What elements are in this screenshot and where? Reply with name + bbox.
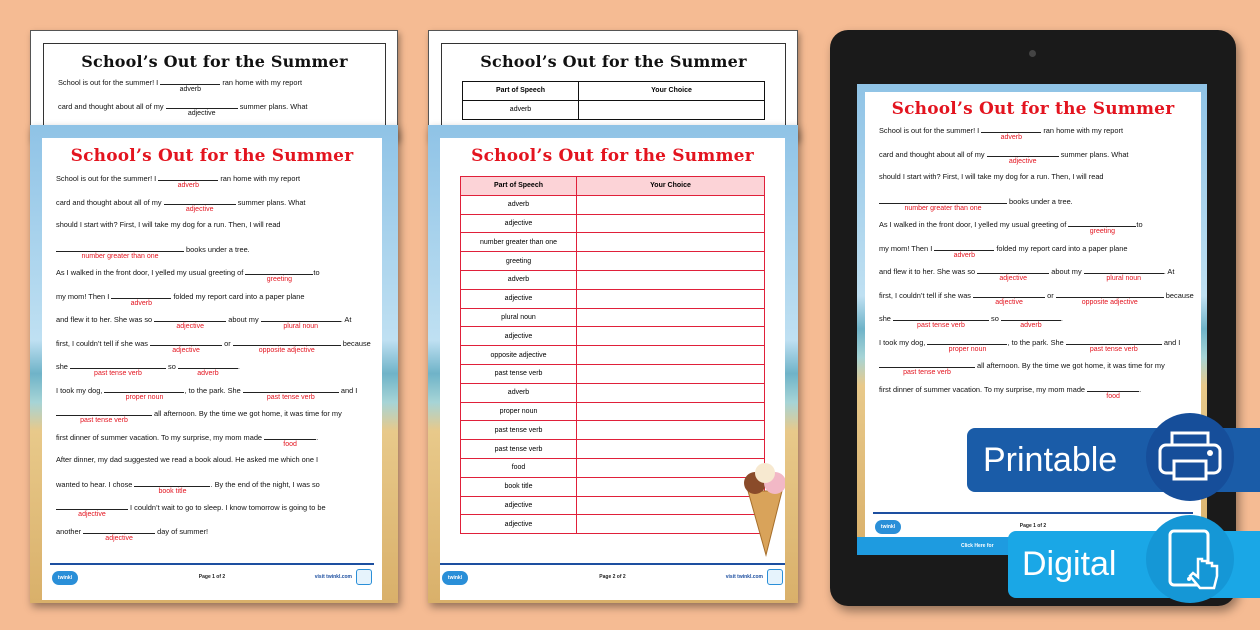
story-text-segment: . [316, 432, 319, 442]
story-text-segment: After dinner, my dad suggested we read a book aloud. He asked me which one I [56, 455, 319, 464]
story-text-segment: . At [1163, 267, 1175, 276]
answer-blank[interactable] [111, 291, 171, 307]
part-of-speech-cell: plural noun [461, 308, 577, 327]
printer-icon [1146, 413, 1234, 501]
part-of-speech-cell: adjective [461, 327, 577, 346]
story-text-segment: all afternoon. By the time we got home, it was time for my [975, 361, 1165, 370]
story-line [879, 219, 1187, 243]
part-of-speech-label: greeting [1089, 228, 1116, 235]
table-row [461, 233, 765, 252]
part-of-speech-label: opposite adjective [258, 346, 315, 354]
answer-blank[interactable] [879, 196, 1007, 212]
your-choice-cell[interactable] [577, 496, 765, 515]
table-row [461, 346, 765, 365]
answer-blank[interactable] [104, 385, 184, 401]
part-of-speech-label: adjective [1008, 157, 1037, 165]
story-line [879, 313, 1187, 337]
story-text-segment: I couldn’t wait to go to sleep. I know tomorrow is going to be [128, 503, 326, 512]
answer-blank[interactable] [927, 337, 1007, 353]
part-of-speech-label: number greater than one [904, 204, 982, 212]
worksheet-title: School’s Out for the Summer [891, 99, 1175, 119]
story-line [879, 266, 1187, 290]
quality-badge-icon [356, 569, 372, 585]
part-of-speech-cell: number greater than one [461, 233, 577, 252]
part-of-speech-label: adjective [176, 323, 205, 330]
your-choice-cell[interactable] [577, 252, 765, 271]
story-text-segment: and flew it to her. She was so [56, 315, 155, 324]
column-header: Your Choice [579, 82, 765, 101]
camera-icon [1029, 50, 1036, 57]
story-text-segment: and I [338, 385, 358, 395]
answer-blank[interactable] [264, 432, 319, 448]
answer-blank[interactable] [150, 338, 222, 354]
story-line [56, 244, 368, 268]
answer-blank[interactable] [977, 266, 1049, 282]
story-text-segment: card and thought about all of my [56, 197, 164, 207]
table-header-row [463, 82, 765, 101]
table-row [461, 402, 765, 421]
story-line [58, 101, 371, 125]
table-row [461, 440, 765, 459]
story-text-segment: first dinner of summer vacation. To my surprise, my mom made [56, 432, 265, 442]
story-text-segment: . [237, 362, 240, 371]
story-line [879, 337, 1187, 361]
part-of-speech-label: past tense verb [917, 322, 965, 329]
answer-blank[interactable] [70, 361, 166, 377]
story-text-segment: I took my dog, [56, 385, 105, 395]
part-of-speech-label: adjective [995, 298, 1023, 306]
part-of-speech-label: adjective [172, 346, 200, 354]
story-text-segment: about my [226, 315, 261, 324]
page-footer [440, 563, 785, 593]
story-text-segment: my mom! Then I [879, 243, 935, 253]
part-of-speech-label: adverb [177, 182, 199, 189]
your-choice-cell[interactable] [577, 421, 765, 440]
part-of-speech-label: past tense verb [80, 417, 128, 424]
story-text-segment: . By the end of the night, I was so [210, 479, 320, 489]
story-line [56, 220, 368, 244]
part-of-speech-cell: adjective [461, 214, 577, 233]
story-text [865, 125, 1201, 407]
story-line [879, 125, 1187, 149]
story-line [56, 526, 368, 550]
part-of-speech-label: number greater than one [81, 252, 159, 260]
part-of-speech-label: food [283, 440, 297, 448]
story-line [58, 77, 371, 101]
story-text-segment: and I [1161, 337, 1181, 347]
story-text-segment: , to the park. She [1007, 337, 1066, 347]
part-of-speech-label: proper noun [948, 345, 987, 353]
your-choice-cell[interactable] [577, 327, 765, 346]
your-choice-cell[interactable] [577, 214, 765, 233]
story-line [56, 455, 368, 479]
story-text-segment: or [222, 338, 233, 348]
table-row [461, 496, 765, 515]
table-header-row [461, 177, 765, 196]
story-text-segment: summer plans. What [237, 101, 308, 111]
story-text-segment: first, I couldn’t tell if she was [879, 290, 974, 300]
answer-blank[interactable] [233, 338, 341, 354]
answer-blank[interactable] [245, 267, 313, 283]
story-text-segment: should I start with? First, I will take my dog for a run. Then, I will read [879, 172, 1104, 181]
story-line [879, 243, 1187, 267]
story-text-segment: summer plans. What [235, 197, 306, 207]
story-text-segment: card and thought about all of my [58, 101, 166, 111]
twinkl-logo: twinkl [442, 571, 468, 585]
part-of-speech-label: adjective [185, 205, 214, 213]
story-text-segment: ran home with my report [218, 174, 301, 183]
table-row [461, 364, 765, 383]
your-choice-cell[interactable] [577, 440, 765, 459]
table-row [461, 477, 765, 496]
part-of-speech-cell: adjective [461, 289, 577, 308]
part-of-speech-cell: book title [461, 477, 577, 496]
answer-blank[interactable] [1087, 384, 1142, 400]
story-text-segment: ran home with my report [220, 78, 303, 87]
story-line [879, 172, 1187, 196]
story-line [56, 197, 368, 221]
answer-blank[interactable] [164, 197, 236, 213]
answer-blank[interactable] [934, 243, 994, 259]
part-of-speech-cell: opposite adjective [461, 346, 577, 365]
story-text-segment: folded my report card into a paper plane [171, 291, 305, 301]
story-text-segment: School is out for the summer! I [58, 78, 161, 87]
story-line [879, 149, 1187, 173]
page-number: Page 2 of 2 [599, 574, 626, 580]
your-choice-cell[interactable] [577, 364, 765, 383]
answer-blank[interactable] [178, 361, 238, 377]
back-worksheet-page-2 [428, 30, 798, 140]
story-line [879, 360, 1187, 384]
your-choice-cell[interactable] [577, 270, 765, 289]
story-text-segment: first, I couldn’t tell if she was [56, 338, 151, 348]
story-line [879, 384, 1187, 408]
table-row [461, 308, 765, 327]
tablet-touch-icon [1146, 515, 1234, 603]
story-text-segment: another [56, 526, 84, 536]
your-choice-cell[interactable] [577, 195, 765, 214]
story-text-segment: to [1136, 220, 1143, 229]
part-of-speech-label: adverb [953, 251, 976, 259]
table-row [461, 289, 765, 308]
part-of-speech-cell: adverb [461, 383, 577, 402]
story-text [42, 173, 382, 549]
your-choice-cell[interactable] [577, 402, 765, 421]
part-of-speech-cell: adjective [461, 515, 577, 534]
story-text-segment: . [1060, 314, 1063, 323]
story-text-segment: . [1139, 384, 1142, 394]
answer-blank[interactable] [56, 408, 152, 424]
worksheet-title: School’s Out for the Summer [480, 52, 747, 71]
back-worksheet-page-1 [30, 30, 398, 140]
part-of-speech-label: adjective [78, 511, 106, 518]
story-text-segment: she [56, 362, 70, 371]
story-text-segment: books under a tree. [1007, 196, 1073, 206]
worksheet-title: School’s Out for the Summer [81, 52, 348, 71]
visit-link[interactable]: visit twinkl.com [314, 574, 352, 580]
table-row [461, 421, 765, 440]
answer-blank[interactable] [83, 526, 155, 542]
part-of-speech-cell: adverb [461, 195, 577, 214]
part-of-speech-label: adjective [105, 534, 133, 542]
your-choice-cell[interactable] [577, 308, 765, 327]
table-row [461, 458, 765, 477]
your-choice-cell[interactable] [579, 100, 765, 119]
your-choice-cell[interactable] [577, 515, 765, 534]
part-of-speech-label: past tense verb [94, 370, 142, 377]
story-text-segment: to [313, 268, 320, 277]
story-line [56, 432, 368, 456]
part-of-speech-cell: adverb [461, 270, 577, 289]
ice-cream-cone-icon [740, 463, 785, 558]
story-line [56, 385, 368, 409]
story-text-segment: she [879, 314, 893, 323]
answer-blank[interactable] [261, 314, 341, 330]
part-of-speech-label: adverb [179, 86, 201, 93]
table-row [461, 383, 765, 402]
story-text-segment: card and thought about all of my [879, 149, 987, 159]
story-text-segment: all afternoon. By the time we got home, it was time for my [152, 409, 342, 418]
twinkl-logo: twinkl [52, 571, 78, 585]
story-line [56, 291, 368, 315]
part-of-speech-cell: greeting [461, 252, 577, 271]
answer-blank[interactable] [154, 314, 226, 330]
part-of-speech-label: greeting [266, 276, 293, 283]
part-of-speech-cell: adverb [463, 100, 579, 119]
column-header: Your Choice [577, 177, 765, 196]
your-choice-cell[interactable] [577, 346, 765, 365]
story-text-segment: so [988, 314, 1001, 323]
part-of-speech-cell: food [461, 458, 577, 477]
story-text-segment: folded my report card into a paper plane [994, 243, 1128, 253]
story-text-segment: I took my dog, [879, 337, 928, 347]
your-choice-cell[interactable] [577, 289, 765, 308]
story-text-segment: about my [1049, 267, 1084, 276]
part-of-speech-cell: past tense verb [461, 421, 577, 440]
part-of-speech-label: plural noun [1106, 275, 1142, 282]
page-number: Page 1 of 2 [1019, 523, 1047, 529]
part-of-speech-label: past tense verb [903, 369, 951, 376]
column-header: Part of Speech [461, 177, 577, 196]
printable-label: Printable [983, 440, 1118, 479]
part-of-speech-label: adverb [197, 370, 219, 377]
part-of-speech-cell: proper noun [461, 402, 577, 421]
worksheet-title: School’s Out for the Summer [471, 146, 754, 166]
story-text-segment: because [1163, 290, 1194, 300]
story-text-segment: School is out for the summer! I [879, 126, 982, 135]
story-line [879, 196, 1187, 220]
digital-bar-text: Click Here for [961, 543, 994, 549]
story-text-segment: so [165, 362, 178, 371]
story-line [56, 502, 368, 526]
part-of-speech-label: food [1106, 392, 1120, 400]
answer-blank[interactable] [987, 149, 1059, 165]
parts-of-speech-table [462, 81, 765, 120]
answer-blank[interactable] [973, 290, 1045, 306]
part-of-speech-label: adverb [1000, 134, 1022, 141]
answer-blank[interactable] [56, 502, 128, 518]
answer-blank[interactable] [1066, 337, 1162, 353]
answer-blank[interactable] [1056, 290, 1164, 306]
table-row [461, 252, 765, 271]
part-of-speech-cell: adjective [461, 496, 577, 515]
visit-link[interactable]: visit twinkl.com [725, 574, 763, 580]
part-of-speech-label: plural noun [283, 323, 319, 330]
table-row [461, 195, 765, 214]
answer-blank[interactable] [166, 101, 238, 117]
answer-blank[interactable] [981, 125, 1041, 141]
story-text-segment: day of summer! [155, 526, 209, 536]
page-number: Page 1 of 2 [198, 574, 226, 580]
answer-blank[interactable] [158, 173, 218, 189]
part-of-speech-label: past tense verb [266, 393, 315, 401]
story-text-segment: As I walked in the front door, I yelled my usual greeting of [56, 268, 246, 277]
story-text-segment: . At [340, 315, 352, 324]
story-text-segment: because [340, 338, 371, 348]
answer-blank[interactable] [243, 385, 339, 401]
story-text-segment: should I start with? First, I will take my dog for a run. Then, I will read [56, 220, 281, 229]
part-of-speech-label: adjective [187, 109, 216, 117]
worksheet-page-2 [428, 125, 798, 603]
story-text-segment: books under a tree. [184, 244, 250, 254]
answer-blank[interactable] [160, 77, 220, 93]
part-of-speech-cell: past tense verb [461, 364, 577, 383]
digital-label: Digital [1022, 545, 1117, 583]
story-text-segment: School is out for the summer! I [56, 174, 159, 183]
worksheet-title: School’s Out for the Summer [70, 146, 354, 166]
story-text-segment: my mom! Then I [56, 291, 112, 301]
story-text-segment: or [1045, 290, 1056, 300]
part-of-speech-label: adverb [1020, 322, 1042, 329]
story-line [56, 361, 368, 385]
table-row [461, 214, 765, 233]
your-choice-cell[interactable] [577, 383, 765, 402]
part-of-speech-label: past tense verb [1089, 345, 1138, 353]
answer-blank[interactable] [1084, 266, 1164, 282]
page-footer [50, 563, 374, 593]
story-text-segment: and flew it to her. She was so [879, 267, 978, 276]
story-text-segment: , to the park. She [184, 385, 243, 395]
story-text-segment: wanted to hear. I chose [56, 479, 135, 489]
story-text-segment: first dinner of summer vacation. To my surprise, my mom made [879, 384, 1088, 394]
story-line [879, 290, 1194, 314]
worksheet-page-1 [30, 125, 398, 603]
answer-blank[interactable] [893, 313, 989, 329]
story-line [56, 479, 368, 503]
part-of-speech-label: opposite adjective [1081, 298, 1138, 306]
story-line [56, 314, 368, 338]
answer-blank[interactable] [1001, 313, 1061, 329]
story-text-segment: As I walked in the front door, I yelled my usual greeting of [879, 220, 1069, 229]
table-row [461, 327, 765, 346]
your-choice-cell[interactable] [577, 458, 765, 477]
part-of-speech-label: book title [158, 487, 187, 495]
answer-blank[interactable] [56, 244, 184, 260]
answer-blank[interactable] [1068, 219, 1136, 235]
answer-blank[interactable] [134, 479, 210, 495]
your-choice-cell[interactable] [577, 477, 765, 496]
part-of-speech-cell: past tense verb [461, 440, 577, 459]
story-line [56, 267, 368, 291]
story-text-segment: ran home with my report [1041, 126, 1124, 135]
quality-badge-icon [767, 569, 783, 585]
part-of-speech-label: adverb [130, 299, 153, 307]
story-text [44, 77, 385, 124]
answer-blank[interactable] [879, 360, 975, 376]
part-of-speech-label: proper noun [125, 393, 164, 401]
table-row [463, 100, 765, 119]
story-text-segment: summer plans. What [1058, 149, 1129, 159]
story-line [56, 173, 368, 197]
parts-of-speech-table [460, 176, 765, 534]
story-line [56, 338, 371, 362]
table-row [461, 270, 765, 289]
story-line [56, 408, 368, 432]
twinkl-logo: twinkl [875, 520, 901, 534]
your-choice-cell[interactable] [577, 233, 765, 252]
column-header: Part of Speech [463, 82, 579, 101]
table-row [461, 515, 765, 534]
part-of-speech-label: adjective [999, 275, 1028, 282]
